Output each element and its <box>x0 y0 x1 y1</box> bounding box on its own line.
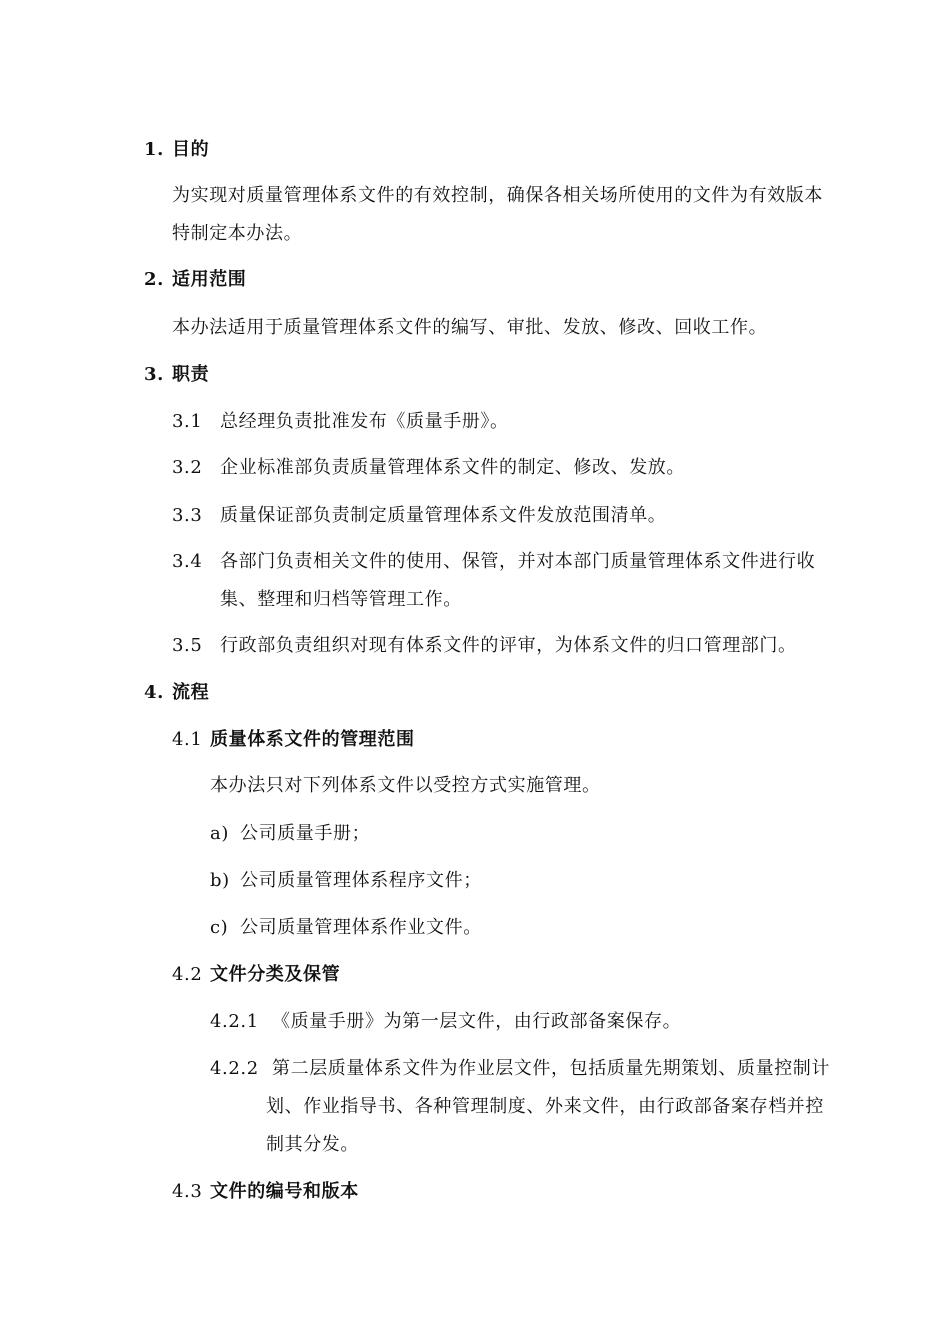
section-1-heading <box>144 138 209 162</box>
subsection-4-1-heading <box>172 728 415 752</box>
section-title: 职责 <box>172 364 210 385</box>
list-text: 公司质量管理体系作业文件。 <box>240 917 482 938</box>
section-4-heading <box>144 681 209 705</box>
subsection-item-continuation: 制其分发。 <box>266 1134 359 1155</box>
item-number: 3.1 <box>172 411 203 432</box>
section-number: 1. <box>144 139 164 160</box>
item-number: 4.2.1 <box>210 1011 259 1032</box>
item-text: 《质量手册》为第一层文件，由行政部备案保存。 <box>272 1011 682 1032</box>
item-number: 3.2 <box>172 457 203 478</box>
subsection-title: 文件分类及保管 <box>210 964 341 985</box>
subsection-number: 4.1 <box>172 729 203 750</box>
list-marker: b) <box>210 870 230 891</box>
subsection-title: 文件的编号和版本 <box>210 1181 359 1202</box>
list-item <box>210 869 482 893</box>
list-marker: a) <box>210 823 229 844</box>
section-1-paragraph-line-2: 特制定本办法。 <box>172 223 303 244</box>
section-title: 流程 <box>172 682 210 703</box>
item-text: 总经理负责批准发布《质量手册》。 <box>220 411 509 432</box>
section-number: 3. <box>144 364 164 385</box>
list-item <box>210 822 370 846</box>
duty-item <box>172 634 797 658</box>
section-number: 4. <box>144 682 164 703</box>
item-text: 第二层质量体系文件为作业层文件，包括质量先期策划、质量控制计 <box>272 1058 830 1079</box>
section-1-paragraph-line-1: 为实现对质量管理体系文件的有效控制，确保各相关场所使用的文件为有效版本 <box>172 185 823 206</box>
subsection-number: 4.3 <box>172 1181 203 1202</box>
subsection-title: 质量体系文件的管理范围 <box>210 729 415 750</box>
section-number: 2. <box>144 269 164 290</box>
list-text: 公司质量管理体系程序文件； <box>240 870 482 891</box>
subsection-4-1-intro: 本办法只对下列体系文件以受控方式实施管理。 <box>210 775 601 796</box>
section-3-heading <box>144 363 209 387</box>
item-text: 质量保证部负责制定质量管理体系文件发放范围清单。 <box>220 505 667 526</box>
subsection-item <box>210 1010 681 1034</box>
subsection-item <box>210 1057 830 1081</box>
duty-item <box>172 504 666 528</box>
item-text: 各部门负责相关文件的使用、保管，并对本部门质量管理体系文件进行收 <box>220 551 816 572</box>
item-text: 企业标准部负责质量管理体系文件的制定、修改、发放。 <box>220 457 685 478</box>
item-number: 4.2.2 <box>210 1058 259 1079</box>
item-number: 3.3 <box>172 505 203 526</box>
item-number: 3.5 <box>172 635 203 656</box>
subsection-4-3-heading <box>172 1180 359 1204</box>
list-item <box>210 916 482 940</box>
subsection-4-2-heading <box>172 963 340 987</box>
section-title: 目的 <box>172 139 210 160</box>
item-text: 行政部负责组织对现有体系文件的评审，为体系文件的归口管理部门。 <box>220 635 797 656</box>
duty-item <box>172 550 815 574</box>
list-marker: c) <box>210 917 229 938</box>
duty-item-continuation: 集、整理和归档等管理工作。 <box>220 589 462 610</box>
section-2-paragraph: 本办法适用于质量管理体系文件的编写、审批、发放、修改、回收工作。 <box>172 317 768 338</box>
item-number: 3.4 <box>172 551 203 572</box>
section-title: 适用范围 <box>172 269 247 290</box>
subsection-item-continuation: 划、作业指导书、各种管理制度、外来文件，由行政部备案存档并控 <box>266 1096 824 1117</box>
duty-item <box>172 410 509 434</box>
duty-item <box>172 456 685 480</box>
list-text: 公司质量手册； <box>240 823 371 844</box>
subsection-number: 4.2 <box>172 964 203 985</box>
section-2-heading <box>144 268 246 292</box>
